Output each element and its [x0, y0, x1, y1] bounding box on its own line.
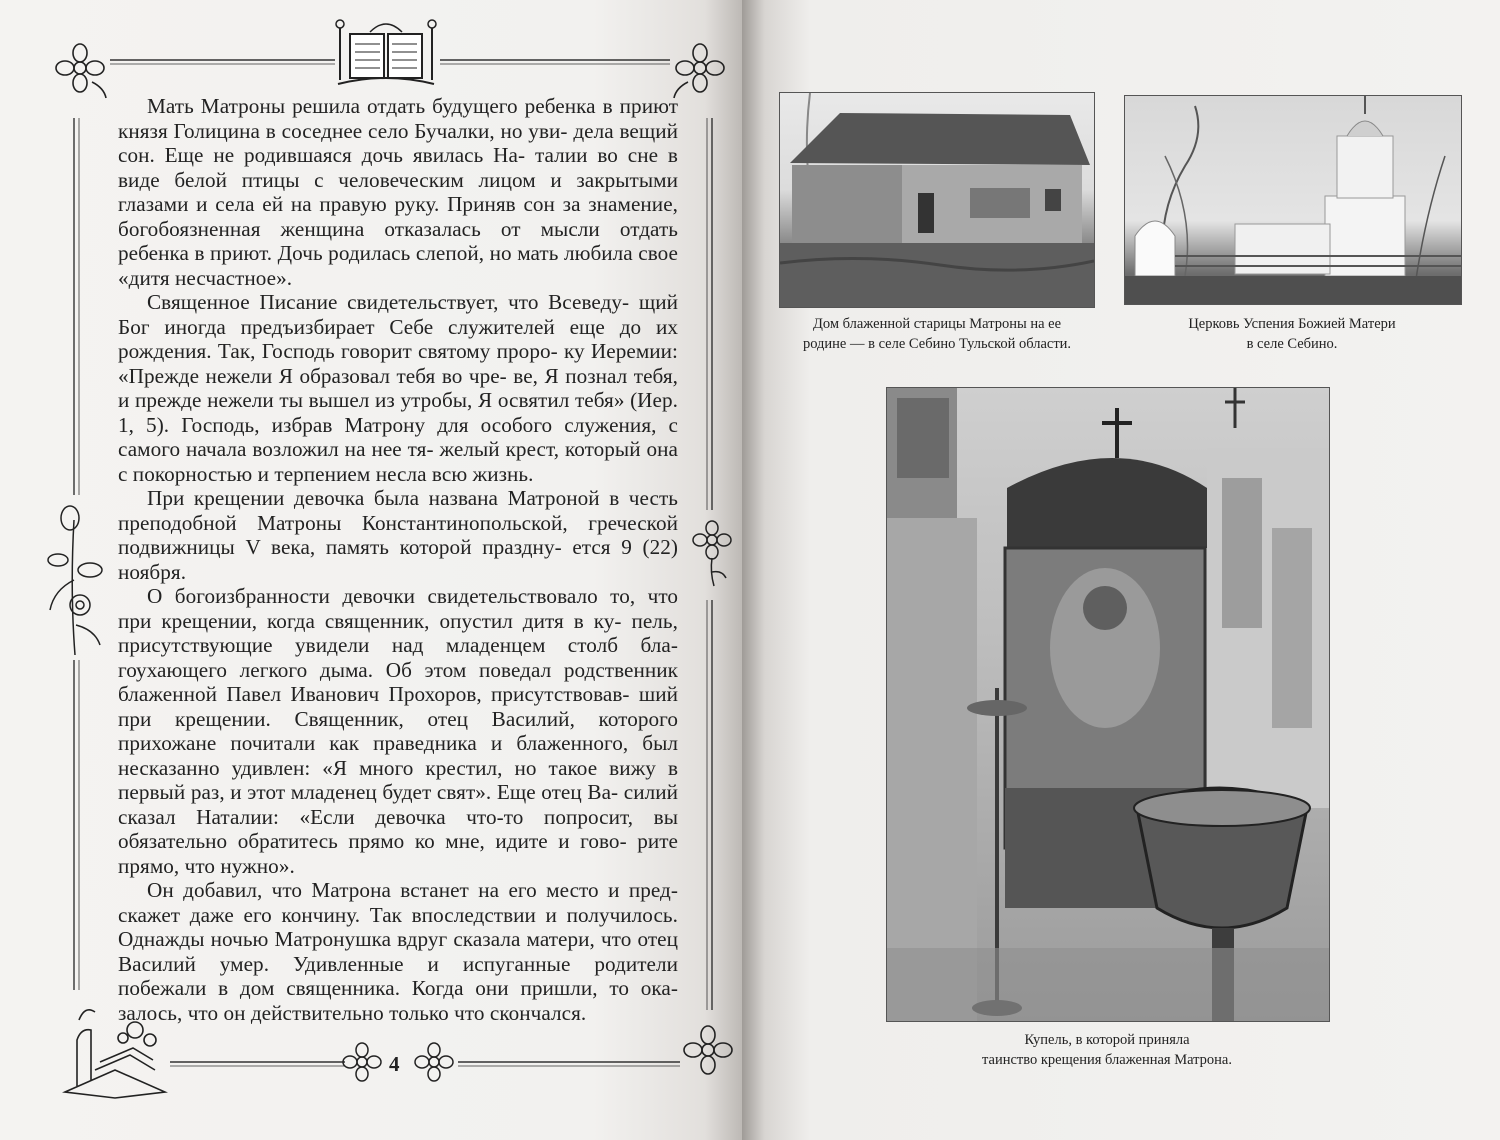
- paragraph: [118, 486, 678, 584]
- text-line: залось, что он действительно только что скончался.: [118, 1000, 587, 1025]
- text-line: сон за знамение, богобоязненная женщина отказалась от: [118, 192, 678, 241]
- paragraph: [118, 290, 678, 486]
- flower-ornament-icon: [668, 40, 728, 100]
- font-photo: [886, 387, 1330, 1022]
- caption-line: родине — в селе Себино Тульской области.: [802, 336, 1072, 352]
- left-page: [0, 0, 742, 1140]
- photo-caption: [932, 1030, 1282, 1070]
- text-line: Я освятил тебя» (Иер. 1, 5). Господь, избрав Матрону для: [118, 388, 678, 437]
- text-line: При крещении девочка была названа Матроной: [147, 486, 600, 510]
- paragraph: [118, 878, 678, 1025]
- body-text: [118, 94, 678, 1025]
- caption-line: в селе Себино.: [1246, 336, 1338, 352]
- text-line: ве, Я познал тебя, и прежде нежели ты вышел из утробы,: [118, 363, 678, 412]
- text-line: ку Иеремии: «Прежде нежели Я образовал тебя во чре-: [118, 339, 678, 388]
- flower-ornament-icon: [412, 1040, 458, 1086]
- text-line: и закрытыми глазами и села ей на правую руку. Приняв: [118, 167, 678, 216]
- text-line: Священное Писание свидетельствует, что Всеведу-: [147, 290, 630, 314]
- photo-caption: [1127, 314, 1457, 354]
- text-line: рите прямо, что нужно».: [118, 829, 678, 878]
- text-line: Однажды ночью Матронушка вдруг сказала матери, что: [118, 927, 632, 951]
- church-illustration-icon: [1125, 96, 1461, 304]
- text-line: но мать любила свое «дитя несчастное».: [118, 241, 678, 290]
- text-line: побежали в дом священника. Когда они пришли, то ока-: [118, 976, 678, 1000]
- text-line: несла всю жизнь.: [375, 461, 534, 486]
- text-line: талии во сне в виде белой птицы с человеческим лицом: [118, 143, 678, 192]
- text-line: скажет даже его кончину. Так впоследствии и получилось.: [118, 902, 678, 927]
- photo-caption: [772, 314, 1102, 354]
- text-line: пель, присутствующие увидели над младенцем столб бла-: [118, 608, 678, 657]
- church-photo: [1124, 95, 1462, 305]
- church-interior-illustration-icon: [887, 388, 1329, 1021]
- flower-ornament-icon: [680, 1020, 740, 1080]
- text-line: ший при крещении. Священник, отец Василий, которого: [118, 682, 678, 731]
- text-line: отец Василий умер. Удивленные и испуганные родители: [118, 927, 678, 976]
- caption-line: Купель, в которой приняла: [1024, 1032, 1190, 1048]
- text-line: греческой подвижницы V века, память которой праздну-: [118, 510, 678, 559]
- text-line: в первый раз, и этот младенец будет свят». Еще отец Ва-: [118, 755, 678, 804]
- text-line: щий Бог иногда предъизбирает Себе служителей еще: [118, 290, 678, 339]
- paragraph: [118, 94, 678, 290]
- page-number: 4: [389, 1052, 400, 1076]
- text-line: гоухающего легкого дыма. Об этом поведал родственник: [118, 657, 678, 682]
- house-photo: [779, 92, 1095, 308]
- flower-ornament-icon: [340, 1040, 386, 1086]
- text-line: силий сказал Наталии: «Если девочка что-то попросит,: [118, 780, 678, 829]
- text-line: несказанно удивлен: «Я много крестил, но такое вижу: [118, 755, 656, 780]
- text-line: в честь преподобной Матроны Константинопольской,: [118, 486, 678, 535]
- text-line: в приют князя Голицина в соседнее село Бучалки, но уви-: [118, 94, 678, 143]
- text-line: прихожане почитали как праведника и блаженного, был: [118, 731, 678, 755]
- text-line: что при крещении, когда священник, опустил дитя в ку-: [118, 584, 678, 633]
- paragraph: [118, 584, 678, 878]
- caption-line: таинство крещения блаженная Матрона.: [982, 1052, 1232, 1068]
- text-line: блаженной Павел Иванович Прохоров, присутствовав-: [118, 682, 630, 706]
- text-line: мысли отдать ребенка в приют. Дочь родилась слепой,: [118, 216, 678, 265]
- text-line: особого служения, с самого начала возложил на нее тя-: [118, 412, 678, 461]
- flower-ornament-icon: [52, 40, 112, 100]
- text-line: желый крест, который она с покорностью и терпением: [118, 437, 679, 486]
- text-line: Он добавил, что Матрона встанет на его место и пред-: [147, 878, 678, 902]
- right-page: [742, 0, 1500, 1140]
- text-line: дела вещий сон. Еще не родившаяся дочь явилась На-: [118, 118, 678, 167]
- text-line: Мать Матроны решила отдать будущего ребенка: [147, 94, 596, 118]
- flower-ornament-icon: [690, 520, 735, 590]
- floral-spray-icon: [40, 500, 110, 660]
- text-line: О богоизбранности девочки свидетельствовало то,: [147, 584, 636, 608]
- caption-line: Дом блаженной старицы Матроны на ее: [812, 316, 1062, 332]
- text-line: вы обязательно обратитесь прямо ко мне, идите и гово-: [118, 804, 678, 853]
- text-line: ется 9 (22) ноября.: [118, 535, 678, 584]
- text-line: до их рождения. Так, Господь говорит святому проро-: [118, 314, 678, 363]
- house-illustration-icon: [780, 93, 1094, 307]
- book-ornament-icon: [330, 14, 442, 92]
- caption-line: Церковь Успения Божией Матери: [1188, 316, 1396, 332]
